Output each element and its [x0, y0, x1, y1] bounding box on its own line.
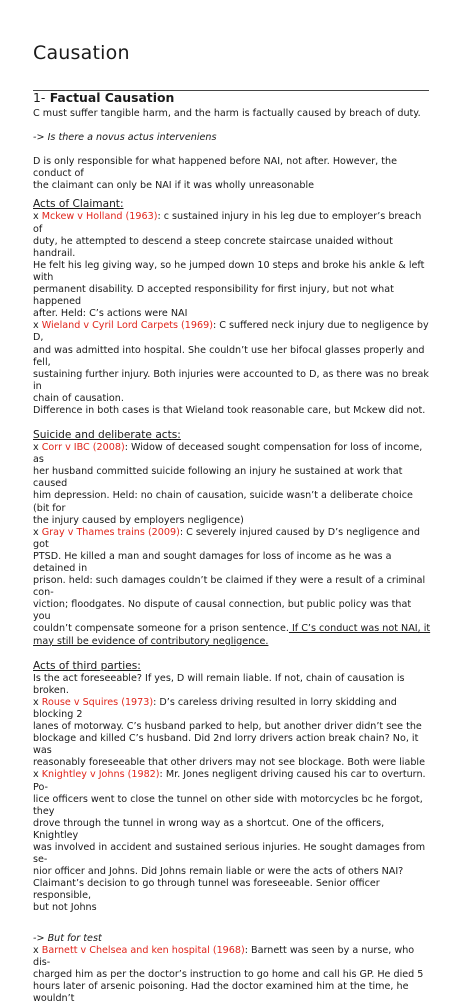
case-text: drove through the tunnel in wrong way as a shortcut. One of the officers, Knightley: [33, 817, 385, 841]
but-for-label: But for test: [47, 932, 102, 944]
case-text: : Widow of deceased sought compensation for loss of income, as: [33, 442, 423, 466]
case-text: : C suffered neck injury due to negligence by D,: [33, 320, 429, 344]
case-name: Corr v IBC (2008): [41, 442, 125, 454]
case-paragraph: [33, 697, 431, 721]
document-body: [33, 108, 431, 1005]
case-text: reasonably foreseeable that other drivers may not see blockage. Both were liable: [33, 757, 425, 769]
case-paragraph: [33, 527, 431, 551]
case-text: her husband committed suicide following an injury he sustained at work that caused: [33, 466, 403, 490]
difference-text: Difference in both cases is that Wieland took reasonable care, but Mckew did not.: [33, 404, 426, 416]
case-text: permanent disability. D accepted responsibility for first injury, but not what happened: [33, 284, 394, 308]
case-text: prison. held: such damages couldn’t be claimed if they were a result of a criminal con-: [33, 575, 426, 599]
case-text: lice officers went to close the tunnel on other side with motorcycles bc he forgot, they: [33, 793, 423, 817]
bullet-marker: x: [33, 211, 42, 223]
bullet-marker: x: [33, 320, 42, 332]
case-text: but not Johns: [33, 902, 97, 914]
case-text: He felt his leg giving way, so he jumped down 10 steps and broke his ankle & left with: [33, 259, 425, 283]
case-text: the injury caused by employers negligence): [33, 514, 244, 526]
case-paragraph: [33, 442, 431, 466]
case-text: : C severely injured caused by D’s negligence and got: [33, 526, 420, 550]
case-text: and was admitted into hospital. She couldn’t use her bifocal glasses properly and fell,: [33, 344, 425, 368]
novus-question: [33, 132, 431, 144]
underlined-text: may still be evidence of contributory negligence.: [33, 635, 269, 647]
case-text: was involved in accident and sustained serious injuries. He sought damages from se-: [33, 841, 426, 866]
subheading-third-parties: Acts of third parties:: [33, 659, 141, 672]
case-name: Knightley v Johns (1982): [41, 769, 160, 781]
case-text: duty, he attempted to descend a steep concrete staircase unaided without handrail.: [33, 235, 393, 259]
case-text: lanes of motorway. C’s husband parked to help, but another driver didn’t see the: [33, 721, 422, 733]
arrow-marker: ->: [33, 932, 45, 944]
case-text: : Mr. Jones negligent driving caused his car to overturn. Po-: [33, 769, 426, 793]
section-number: 1-: [33, 90, 46, 105]
case-text: : D’s careless driving resulted in lorry skidding and blocking 2: [33, 696, 397, 720]
bullet-marker: x: [33, 696, 42, 708]
arrow-marker: ->: [33, 132, 45, 144]
case-text: : c sustained injury in his leg due to employer’s breach of: [33, 211, 422, 235]
subheading-claimant: Acts of Claimant:: [33, 198, 124, 211]
case-paragraph: [33, 320, 431, 344]
bullet-marker: x: [33, 442, 42, 454]
case-text-mixed: [33, 623, 431, 635]
novus-question-text: Is there a novus actus interveniens: [47, 132, 217, 144]
case-text: sustaining further injury. Both injuries were accounted to D, as there was no break in: [33, 368, 429, 392]
nai-line: D is only responsible for what happened before NAI, not after. However, the conduct of: [33, 156, 398, 180]
case-text: couldn’t compensate someone for a prison sentence.: [33, 623, 289, 635]
case-text: blockage and killed C’s husband. Did 2nd lorry drivers action break chain? No, it was: [33, 733, 419, 757]
section-heading: [33, 90, 174, 105]
bullet-marker: x: [33, 769, 42, 781]
case-name: Wieland v Cyril Lord Carpets (1969): [41, 320, 213, 332]
question-text: Is the act foreseeable? If yes, D will remain liable. If not, chain of causation is broken.: [33, 672, 405, 696]
page-title: Causation: [33, 42, 130, 64]
case-paragraph: [33, 769, 431, 793]
case-name: Rouse v Squires (1973): [41, 696, 154, 708]
case-text: charged him as per the doctor’s instruction to go home and call his GP. He died 5: [33, 968, 424, 980]
case-text: viction; floodgates. No dispute of causal connection, but public policy was that you: [33, 599, 412, 623]
case-name: Mckew v Holland (1963): [41, 211, 158, 223]
nai-line: the claimant can only be NAI if it was wholly unreasonable: [33, 180, 315, 192]
intro-text: C must suffer tangible harm, and the harm is factually caused by breach of duty.: [33, 108, 421, 119]
case-text: nior officer and Johns. Did Johns remain liable or were the acts of others NAI?: [33, 866, 404, 878]
case-name: Gray v Thames trains (2009): [41, 526, 180, 538]
case-paragraph: [33, 211, 431, 235]
case-text: him depression. Held: no chain of causation, suicide wasn’t a deliberate choice (bit for: [33, 490, 413, 514]
case-text: Claimant’s decision to go through tunnel was foreseeable. Senior officer responsible,: [33, 878, 380, 902]
case-paragraph: [33, 945, 431, 969]
case-text: : Barnett was seen by a nurse, who dis-: [33, 944, 415, 968]
subheading-suicide: Suicide and deliberate acts:: [33, 429, 181, 442]
bullet-marker: x: [33, 526, 42, 538]
bullet-marker: x: [33, 944, 42, 956]
but-for-heading: [33, 933, 431, 945]
case-text: PTSD. He killed a man and sought damages for loss of income as he was a detained in: [33, 550, 392, 574]
case-name: Barnett v Chelsea and ken hospital (1968): [41, 944, 245, 956]
section-title: Factual Causation: [49, 90, 175, 105]
case-text: after. Held: C’s actions were NAI: [33, 308, 188, 320]
underlined-text: If C’s conduct was not NAI, it: [288, 623, 431, 635]
case-text: hours later of arsenic poisoning. Had the doctor examined him at the time, he wouldn’t: [33, 980, 409, 1004]
case-text: chain of causation.: [33, 392, 124, 404]
